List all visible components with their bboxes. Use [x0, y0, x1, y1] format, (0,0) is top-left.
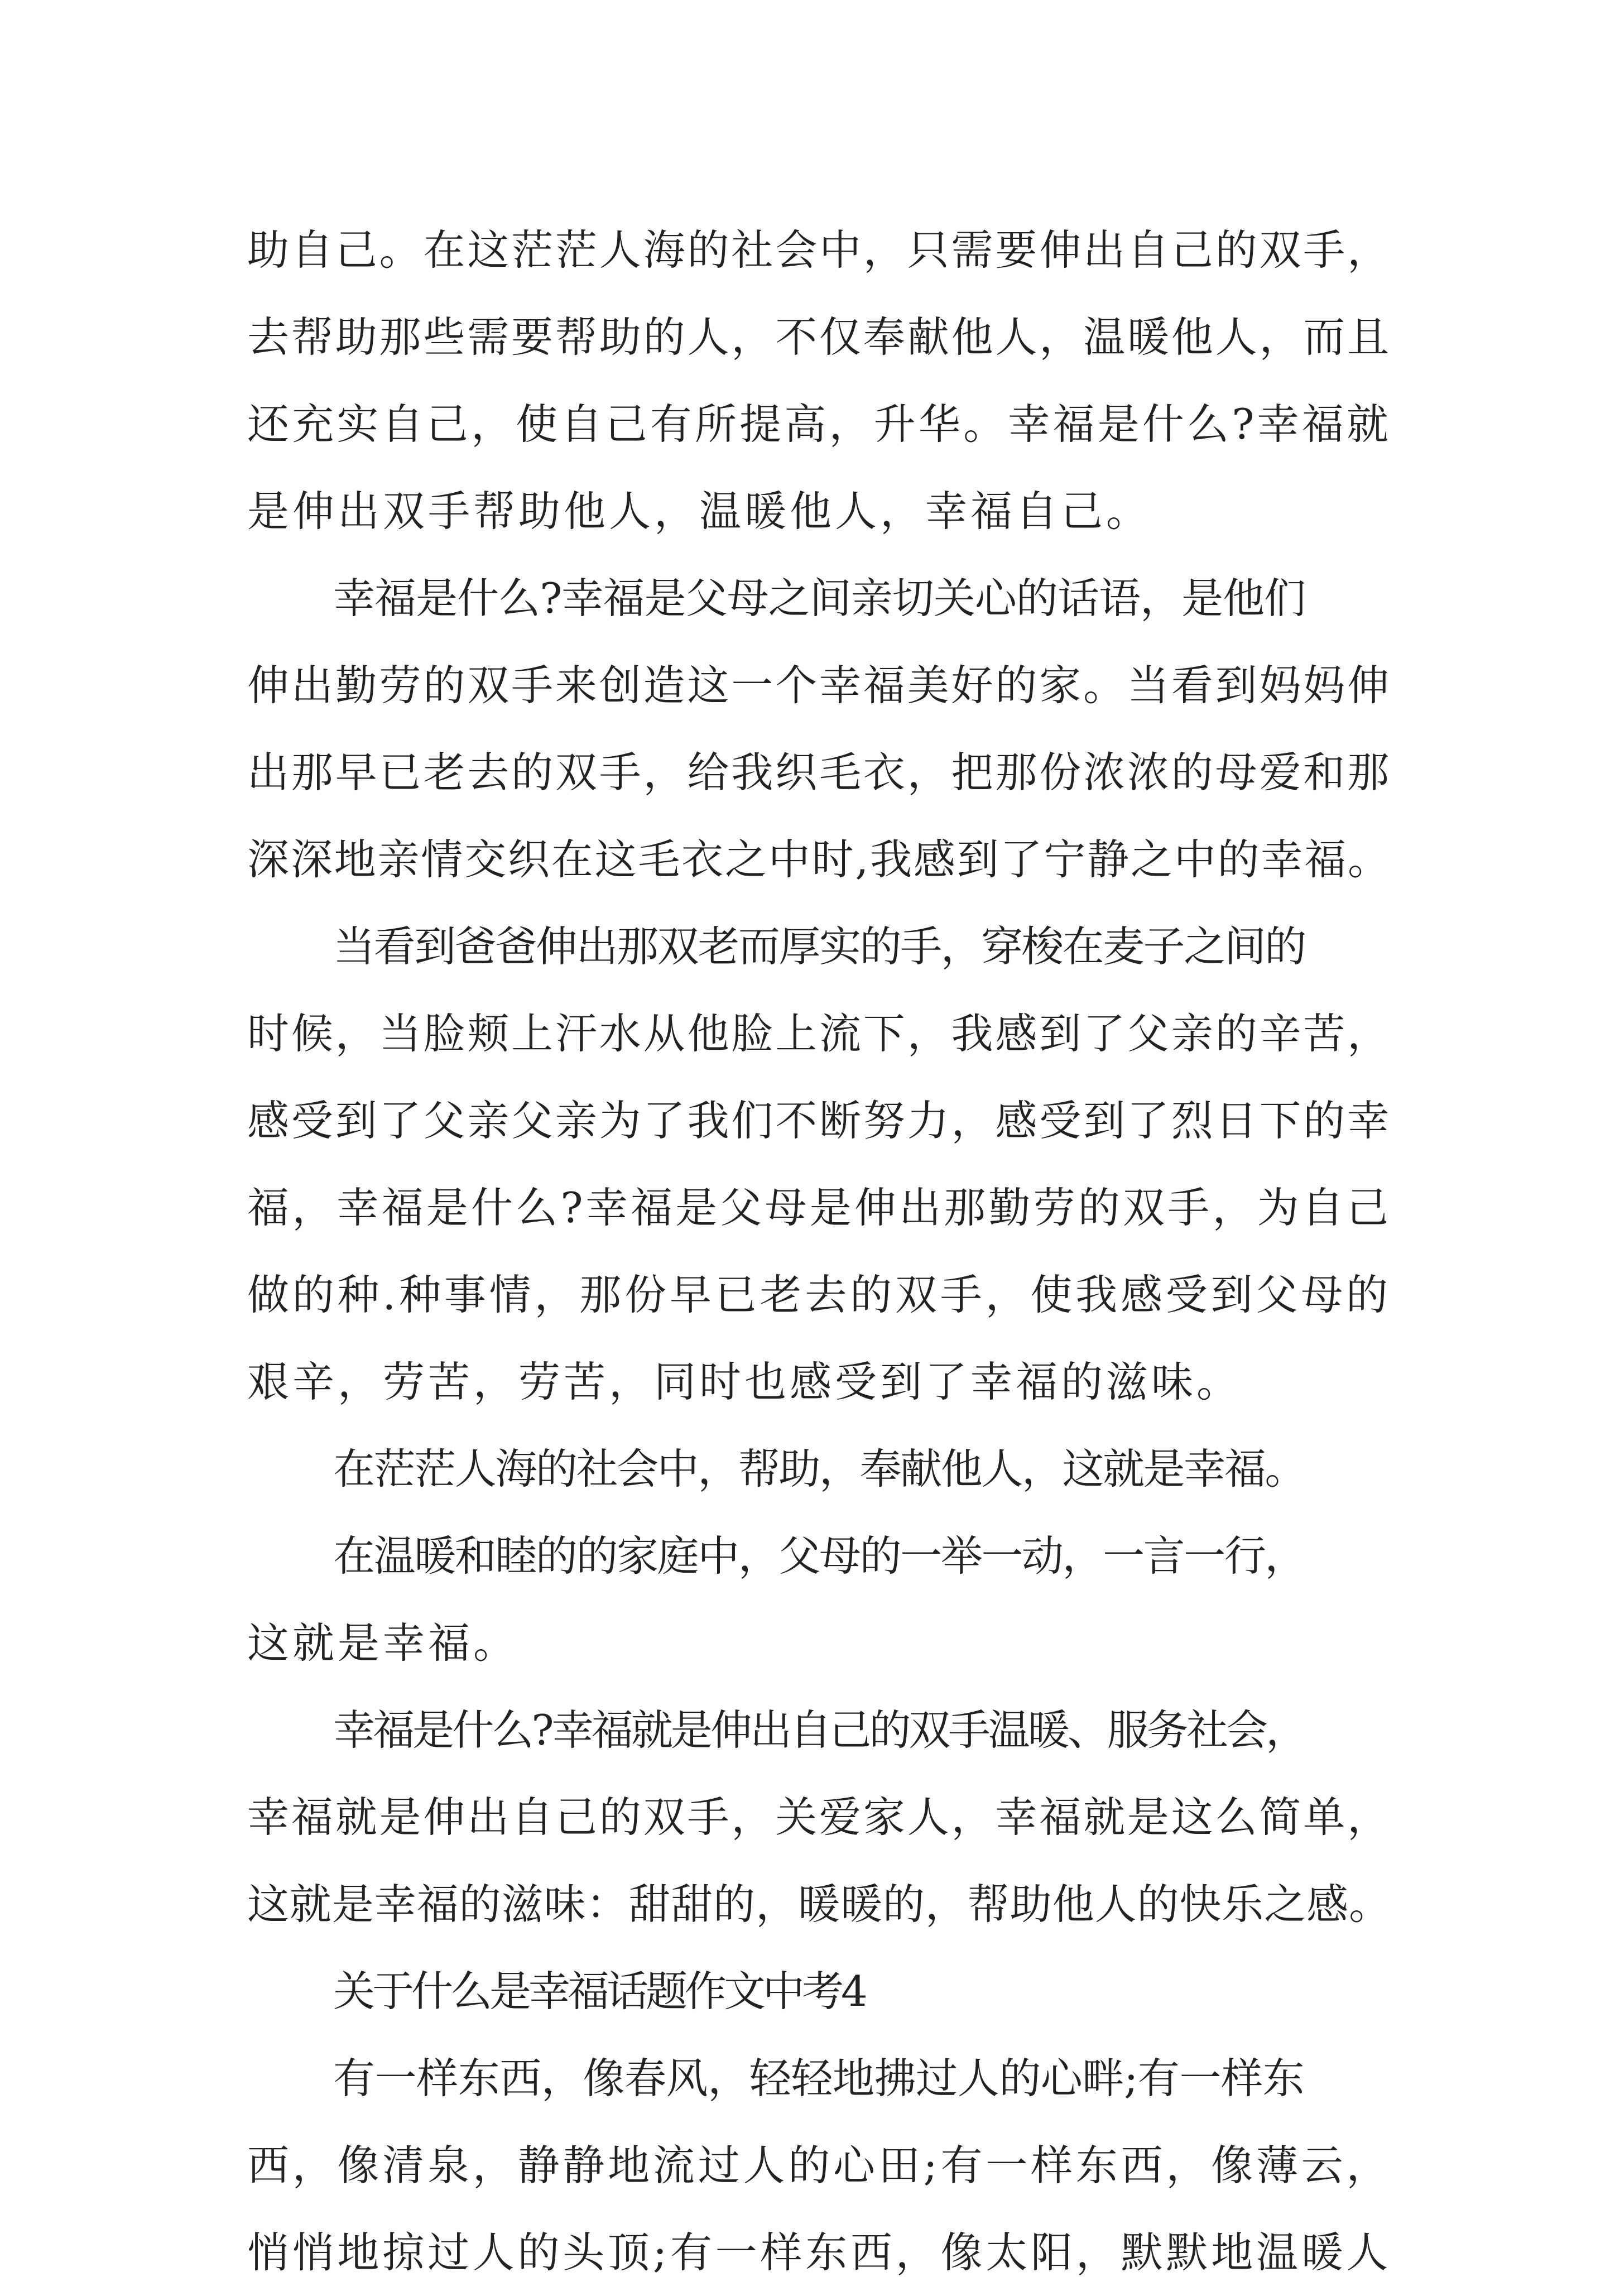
text-line: 助自己。在这茫茫人海的社会中，只需要伸出自己的双手，	[247, 225, 1392, 275]
text-line: 出那早已老去的双手，给我织毛衣，把那份浓浓的母爱和那	[247, 748, 1392, 797]
text-line: 去帮助那些需要帮助的人，不仅奉献他人，温暖他人，而且	[247, 313, 1392, 362]
text-line: 时候，当脸颊上汗水从他脸上流下，我感到了父亲的辛苦，	[247, 1009, 1392, 1058]
text-line: 在茫茫人海的社会中，帮助，奉献他人，这就是幸福。	[333, 1444, 1306, 1493]
text-line: 做的种.种事情，那份早已老去的双手，使我感受到父母的	[247, 1270, 1391, 1319]
text-line: 福，幸福是什么?幸福是父母是伸出那勤劳的双手，为自己	[247, 1183, 1392, 1232]
text-line: 在温暖和睦的的家庭中，父母的一举一动，一言一行，	[333, 1531, 1306, 1581]
text-line: 悄悄地掠过人的头顶;有一样东西，像太阳，默默地温暖人	[247, 2228, 1392, 2277]
text-line: 幸福是什么?幸福就是伸出自己的双手温暖、服务社会，	[333, 1706, 1306, 1755]
text-line: 这就是幸福的滋味：甜甜的，暖暖的，帮助他人的快乐之感。	[247, 1880, 1392, 1929]
text-line: 伸出勤劳的双手来创造这一个幸福美好的家。当看到妈妈伸	[247, 661, 1392, 710]
text-line: 西，像清泉，静静地流过人的心田;有一样东西，像薄云，	[247, 2141, 1392, 2190]
text-line: 还充实自己，使自己有所提高，升华。幸福是什么?幸福就	[247, 400, 1392, 449]
essay-text	[247, 206, 1391, 2296]
text-line: 这就是幸福。	[247, 1618, 519, 1668]
text-line: 关于什么是幸福话题作文中考4	[333, 1967, 865, 2016]
text-line: 有一样东西，像春风，轻轻地拂过人的心畔;有一样东	[333, 2054, 1305, 2103]
text-line: 深深地亲情交织在这毛衣之中时,我感到了宁静之中的幸福。	[247, 835, 1391, 884]
text-line: 幸福是什么?幸福是父母之间亲切关心的话语，是他们	[333, 574, 1306, 623]
text-line: 当看到爸爸伸出那双老而厚实的手，穿梭在麦子之间的	[333, 922, 1306, 971]
text-line: 是伸出双手帮助他人，温暖他人，幸福自己。	[247, 487, 1152, 536]
text-line: 艰辛，劳苦，劳苦，同时也感受到了幸福的滋味。	[247, 1357, 1242, 1406]
text-line: 感受到了父亲父亲为了我们不断努力，感受到了烈日下的幸	[247, 1096, 1392, 1145]
text-line: 幸福就是伸出自己的双手，关爱家人，幸福就是这么简单，	[247, 1793, 1392, 1842]
